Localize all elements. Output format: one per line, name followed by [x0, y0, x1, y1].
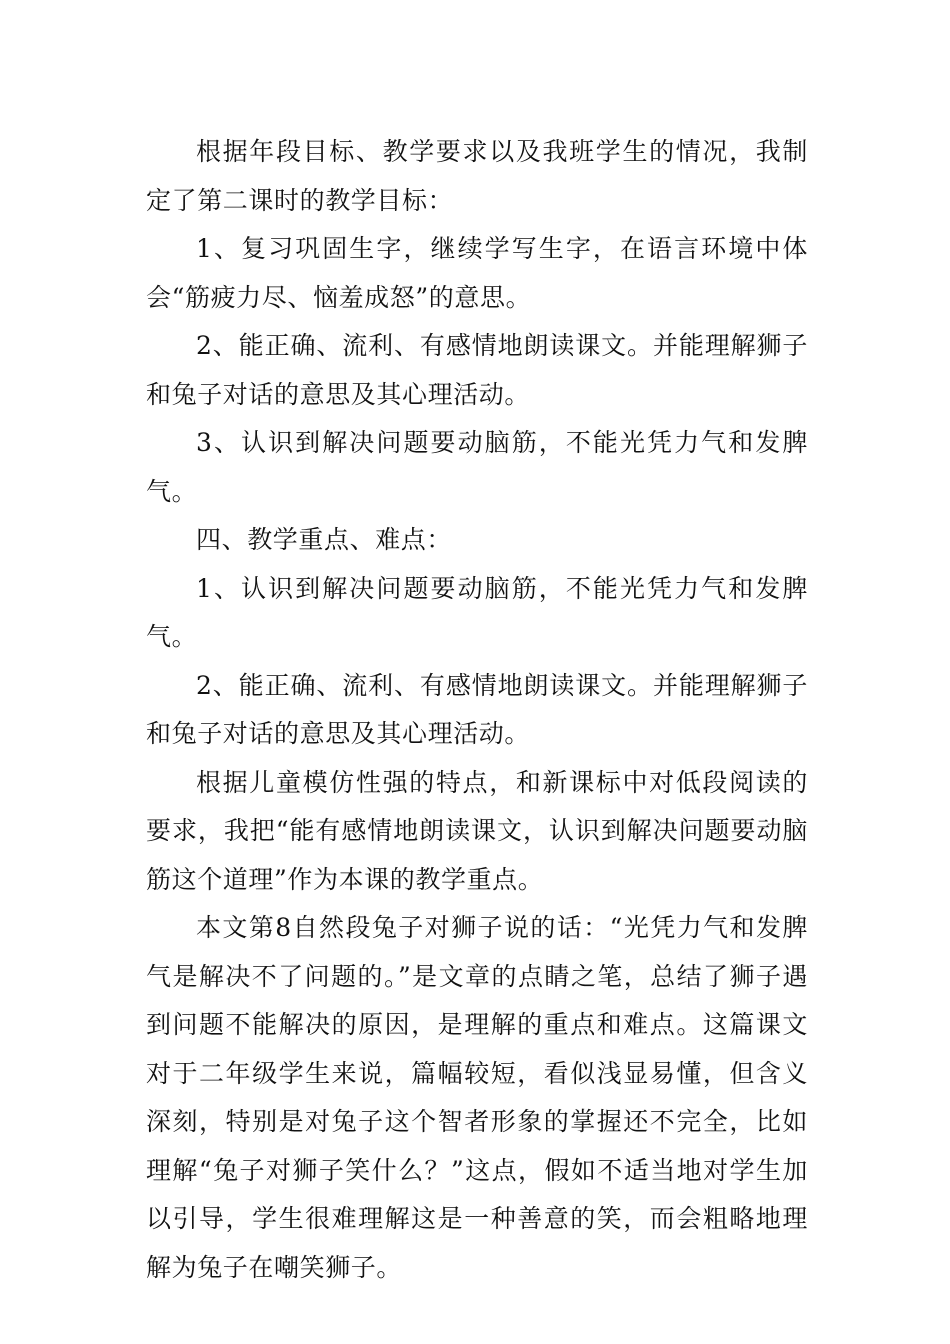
paragraph-teaching-focus: 根据儿童模仿性强的特点，和新课标中对低段阅读的要求，我把“能有感情地朗读课文，认识到解决问题要动脑筋这个道理”作为本课的教学重点。 — [146, 767, 808, 894]
paragraph-key-point-2: 2、能正确、流利、有感情地朗读课文。并能理解狮子和兔子对话的意思及其心理活动。 — [146, 670, 808, 748]
paragraph-teaching-difficulty: 本文第8自然段兔子对狮子说的话：“光凭力气和发脾气是解决不了问题的。”是文章的点睛之笔，总结了狮子遇到问题不能解决的原因，是理解的重点和难点。这篇课文对于二年级学生来说，篇幅较短，看似浅显易懂，但含义深刻，特别是对兔子这个智者形象的掌握还不完全，比如理解“兔子对狮子笑什么？”这点，假如不适当地对学生加以引导，学生很难理解这是一种善意的笑，而会粗略地理解为兔子在嘲笑狮子。 — [146, 913, 808, 1282]
paragraph-goal-1: 1、复习巩固生字，继续学写生字，在语言环境中体会“筋疲力尽、恼羞成怒”的意思。 — [146, 234, 808, 312]
paragraph-goal-2: 2、能正确、流利、有感情地朗读课文。并能理解狮子和兔子对话的意思及其心理活动。 — [146, 331, 808, 409]
paragraph-teaching-goals-intro: 根据年段目标、教学要求以及我班学生的情况，我制定了第二课时的教学目标： — [146, 137, 808, 215]
document-body — [146, 128, 808, 1292]
paragraph-goal-3: 3、认识到解决问题要动脑筋，不能光凭力气和发脾气。 — [146, 428, 808, 506]
paragraph-key-point-1: 1、认识到解决问题要动脑筋，不能光凭力气和发脾气。 — [146, 573, 808, 651]
section-heading-key-points: 四、教学重点、难点： — [196, 525, 453, 554]
